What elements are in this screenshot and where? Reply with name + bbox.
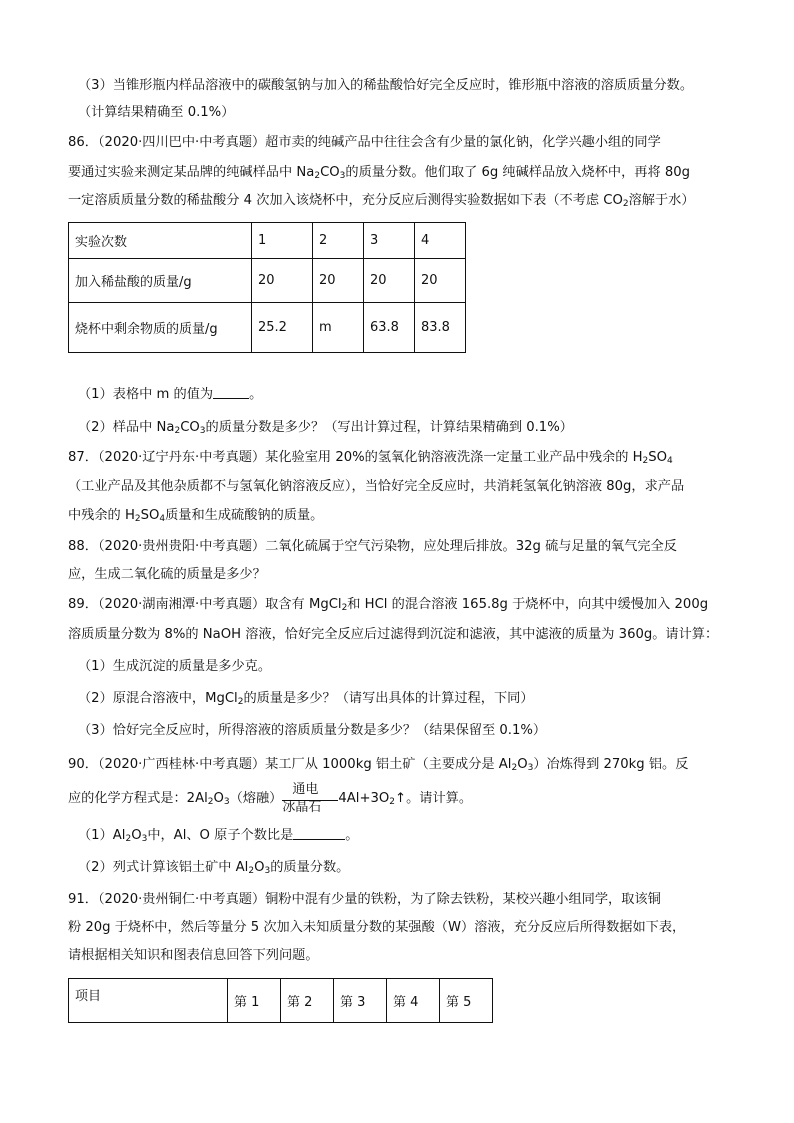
q86-sub1: （1）表格中 m 的值为 。 [78, 387, 263, 402]
table-cell: 4 [415, 223, 466, 259]
q89-stem-line2: 溶质质量分数为 8%的 NaOH 溶液，恰好完全反应后过滤得到沉淀和滤液，其中滤液的质量为 360g。请计算： [68, 627, 719, 642]
q90-stem-line1: 90．（2020·广西桂林·中考真题）某工厂从 1000kg 铝土矿（主要成分是 $Al_2O_3$）冶炼得到 270kg 铝。反 [68, 757, 689, 773]
table-cell: 25.2 [252, 303, 313, 353]
q87-stem-line1: 87．（2020·辽宁丹东·中考真题）某化验室用 20%的氢氧化钠溶液洗涤一定量工业产品中残余的 $H_2SO_4$ [68, 450, 673, 466]
q85-sub3-line1: （3）当锥形瓶内样品溶液中的碳酸氢钠与加入的稀盐酸恰好完全反应时，锥形瓶中溶液的溶质质量分数。 [78, 78, 694, 93]
table-row [69, 303, 466, 353]
q91-stem-line3: 请根据相关知识和图表信息回答下列问题。 [68, 948, 319, 963]
q88-stem-line2: 应，生成二氧化硫的质量是多少？ [68, 567, 266, 582]
table-cell: 2 [313, 223, 364, 259]
table-cell: 3 [364, 223, 415, 259]
q86-stem-line1: 86．（2020·四川巴中·中考真题）超市卖的纯碱产品中往往会含有少量的氯化钠，化学兴趣小组的同学 [68, 135, 661, 150]
table-cell: 第 3 [334, 979, 387, 1023]
table-cell: m [313, 303, 364, 353]
reaction-condition [282, 782, 338, 815]
q90-sub1: $(1)Al_2O_3$中，Al、O 原子个数比是 。 [78, 828, 359, 844]
q90-sub2: （2）列式计算该铝土矿中 $Al_2O_3$的质量分数。 [78, 860, 350, 876]
q86-stem-line3: 一定溶质质量分数的稀盐酸分 4 次加入该烧杯中，充分反应后测得实验数据如下表（不考虑 $CO_2$溶解于水） [68, 193, 695, 209]
table-cell: 1 [252, 223, 313, 259]
q89-sub3: （3）恰好完全反应时，所得溶液的溶质质量分数是多少？（结果保留至 0.1%） [78, 723, 547, 738]
table-cell: 63.8 [364, 303, 415, 353]
condition-bottom-text: 冰晶石 [282, 800, 322, 815]
table-cell: 项目 [69, 979, 228, 1023]
q89-sub2: （2）原混合溶液中，MgCl$_2$的质量是多少？（请写出具体的计算过程，下同） [78, 691, 534, 707]
condition-top-text: 通电 [292, 782, 319, 797]
answer-blank [213, 385, 249, 399]
table-cell: 20 [252, 259, 313, 303]
table-header-row [69, 223, 466, 259]
table-cell: 第 5 [440, 979, 493, 1023]
table-cell: 第 1 [228, 979, 281, 1023]
q85-sub3-line2: （计算结果精确至 0.1%） [78, 105, 235, 120]
q91-stem-line2: 粉 20g 于烧杯中，然后等量分 5 次加入未知质量分数的某强酸（W）溶液，充分反应后所得数据如下表， [68, 920, 686, 935]
q86-data-table [68, 222, 466, 353]
table-cell: 20 [415, 259, 466, 303]
table-cell: 20 [364, 259, 415, 303]
table-header-row [69, 979, 493, 1023]
table-cell: 加入稀盐酸的质量/g [69, 259, 252, 303]
table-cell: 83.8 [415, 303, 466, 353]
q89-sub1: （1）生成沉淀的质量是多少克。 [78, 659, 272, 674]
q86-stem-line2: 要通过实验来测定某品牌的纯碱样品中 $Na_2CO_3$的质量分数。他们取了 6g 纯碱样品放入烧杯中，再将 80g [68, 165, 691, 181]
table-cell: 第 2 [281, 979, 334, 1023]
table-cell: 第 4 [387, 979, 440, 1023]
table-cell: 实验次数 [69, 223, 252, 259]
q87-stem-line2: （工业产品及其他杂质都不与氢氧化钠溶液反应），当恰好完全反应时，共消耗氢氧化钠溶液 80g，求产品 [68, 479, 685, 494]
q90-stem-line2: 应的化学方程式是：$2Al_2O_3$（熔融） 通电 冰晶石 $4Al+3O_2↑$。请计算。 [68, 789, 472, 809]
q87-stem-line3: 中残余的 $H_2SO_4$质量和生成硫酸钠的质量。 [68, 508, 324, 524]
q86-sub2: （2）样品中 $Na_2CO_3$的质量分数是多少？（写出计算过程，计算结果精确到 0.1%） [78, 420, 573, 436]
q91-data-table [68, 978, 493, 1023]
q91-stem-line1: 91．（2020·贵州铜仁·中考真题）铜粉中混有少量的铁粉，为了除去铁粉，某校兴趣小组同学，取该铜 [68, 892, 661, 907]
q88-stem-line1: 88．（2020·贵州贵阳·中考真题）二氧化硫属于空气污染物，应处理后排放。32g 硫与足量的氧气完全反 [68, 539, 677, 554]
q89-stem-line1: 89．（2020·湖南湘潭·中考真题）取含有 MgCl$_2$和 HCl 的混合溶液 165.8g 于烧杯中，向其中缓慢加入 200g [68, 597, 709, 613]
table-row [69, 259, 466, 303]
answer-blank [293, 826, 345, 840]
table-cell: 20 [313, 259, 364, 303]
table-cell: 烧杯中剩余物质的质量/g [69, 303, 252, 353]
